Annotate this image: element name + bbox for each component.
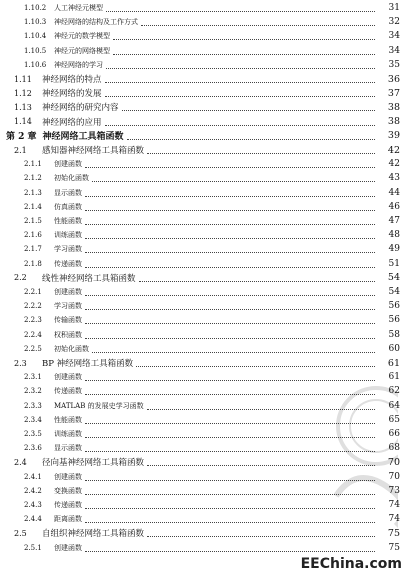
toc-entry-title: 神经元的数学模型 [54, 32, 110, 41]
dot-leader [92, 351, 375, 353]
dot-leader [85, 251, 375, 253]
toc-entry-number: 2.3.4 [24, 415, 42, 424]
toc-entry-page: 54 [387, 272, 400, 284]
crest-watermark-image [316, 386, 398, 536]
toc-entry [0, 299, 404, 313]
toc-entry [0, 257, 404, 271]
toc-entry-title: 创建函数 [54, 543, 82, 552]
dot-leader [106, 10, 375, 12]
dot-leader [105, 124, 375, 126]
dot-leader [85, 308, 375, 310]
dot-leader [85, 550, 375, 552]
dot-leader [122, 109, 375, 111]
toc-entry-title: 初始化函数 [54, 344, 89, 353]
toc-entry-page: 48 [388, 230, 400, 241]
dot-leader [85, 195, 375, 197]
toc-entry-number: 1.14 [14, 117, 32, 127]
dot-leader [85, 166, 375, 168]
toc-entry [0, 115, 404, 129]
toc-entry-number: 1.10.3 [24, 18, 47, 27]
toc-entry [0, 541, 404, 555]
toc-entry-number: 2.5.1 [24, 543, 42, 552]
dot-leader [105, 81, 375, 83]
toc-entry-title: 传递函数 [54, 387, 82, 396]
dot-leader [85, 337, 375, 339]
toc-entry-page: 75 [388, 542, 400, 553]
toc-entry-title: BP 神经网络工具箱函数 [42, 359, 134, 369]
toc-entry-number: 1.10.2 [24, 4, 47, 12]
toc-entry-title: 仿真函数 [54, 202, 82, 211]
toc-entry-number: 2.1 [14, 145, 27, 155]
toc-entry-page: 66 [388, 429, 400, 439]
toc-entry-title: 训练函数 [54, 231, 82, 240]
toc-entry-title: 训练函数 [54, 430, 82, 438]
dot-leader [85, 294, 375, 296]
toc-entry [0, 171, 404, 185]
toc-entry-page: 37 [387, 87, 400, 99]
toc-entry-page: 42 [388, 159, 400, 170]
toc-entry [0, 58, 404, 72]
toc-entry-title: 创建函数 [54, 373, 82, 382]
site-watermark: EEChina.com [300, 556, 402, 572]
toc-entry [0, 242, 404, 256]
toc-entry [0, 157, 404, 171]
toc-entry-title: 创建函数 [54, 160, 82, 169]
toc-entry-title: 神经网络的研究内容 [42, 103, 119, 114]
toc-entry [0, 328, 404, 342]
toc-entry [0, 86, 404, 100]
toc-entry [0, 313, 404, 327]
toc-entry-page: 47 [388, 216, 400, 226]
toc-entry-title: 神经网络的发展 [42, 89, 102, 100]
toc-entry-page: 31 [388, 3, 400, 13]
dot-leader [113, 38, 375, 40]
dot-leader [85, 237, 375, 239]
toc-entry-title: 变换函数 [54, 486, 82, 495]
toc-entry [0, 143, 404, 157]
dot-leader [136, 365, 375, 367]
toc-entry-number: 2.1.1 [24, 160, 42, 169]
toc-entry-number: 2.5 [14, 528, 27, 538]
toc-entry-number: 2.1.3 [24, 188, 42, 197]
toc-entry-page: 35 [388, 59, 400, 70]
toc-entry-number: 2.2.5 [24, 344, 42, 353]
toc-entry-number: 2.4.2 [24, 486, 42, 495]
toc-entry [0, 342, 404, 356]
toc-entry-page: 62 [388, 386, 400, 397]
toc-entry-title: 线性神经网络工具箱函数 [42, 273, 136, 284]
toc-entry-title: 神经网络的特点 [42, 75, 102, 85]
toc-entry-title: 权积函数 [54, 330, 82, 339]
toc-entry-title: 神经网络的学习 [54, 60, 103, 69]
toc-entry-title: 初始化函数 [54, 174, 89, 183]
toc-entry-title: 学习函数 [54, 302, 82, 311]
toc-entry-number: 2.2.3 [24, 316, 42, 325]
toc-entry-page: 43 [388, 173, 400, 184]
toc-entry-page: 61 [388, 372, 400, 383]
toc-entry-page: 73 [388, 485, 400, 496]
toc-entry-page: 70 [387, 456, 400, 468]
toc-entry-number: 2.2.1 [24, 288, 42, 296]
toc-entry-number: 第 2 章 [6, 132, 37, 143]
toc-entry-page: 38 [387, 116, 400, 128]
toc-entry-title: 距离函数 [54, 515, 82, 524]
toc-entry [0, 44, 404, 58]
toc-entry-title: 显示函数 [54, 188, 82, 197]
toc-entry [0, 100, 404, 114]
toc-entry-title: 神经元的网络模型 [54, 46, 110, 55]
toc-entry-number: 2.1.6 [24, 231, 42, 240]
toc-entry-page: 46 [388, 201, 400, 212]
toc-entry-title: 创建函数 [54, 472, 82, 481]
toc-entry-number: 2.4.3 [24, 501, 42, 509]
dot-leader [92, 180, 375, 182]
toc-entry-number: 1.13 [14, 102, 32, 112]
toc-entry-number: 2.3.5 [24, 430, 42, 438]
toc-entry-page: 65 [388, 414, 400, 425]
toc-entry-number: 2.4 [14, 457, 27, 467]
toc-entry-title: 显示函数 [54, 444, 82, 453]
toc-entry-number: 2.1.5 [24, 217, 42, 225]
toc-entry-title: 感知器神经网络工具箱函数 [42, 146, 145, 156]
toc-entry-title: 性能函数 [54, 415, 82, 424]
toc-entry-title: 学习函数 [54, 245, 82, 254]
toc-entry-page: 38 [387, 101, 400, 113]
dot-leader [147, 152, 375, 154]
toc-entry-title: 神经网络的应用 [42, 117, 102, 128]
toc-entry-page: 70 [388, 471, 400, 482]
toc-entry [0, 370, 404, 384]
toc-entry-number: 2.2.2 [24, 302, 42, 311]
toc-entry-page: 42 [387, 144, 400, 156]
toc-entry-page: 60 [388, 343, 400, 354]
toc-entry-page: 58 [388, 329, 400, 340]
dot-leader [85, 223, 375, 225]
toc-entry-number: 2.2.4 [24, 330, 42, 339]
toc-entry-title: 人工神经元模型 [54, 4, 103, 12]
toc-entry-number: 2.4.1 [24, 472, 42, 481]
toc-entry-title: 传输函数 [54, 316, 82, 325]
toc-entry-page: 56 [388, 315, 400, 326]
toc-entry-page: 54 [388, 287, 400, 297]
toc-entry [0, 129, 404, 143]
toc-entry-title: 传递函数 [54, 501, 82, 509]
toc-entry-number: 2.4.4 [24, 515, 42, 524]
toc-entry-title: MATLAB 的发展史学习函数 [54, 401, 144, 410]
toc-entry-page: 68 [388, 443, 400, 454]
toc-entry [0, 228, 404, 242]
toc-entry-number: 1.11 [14, 74, 32, 84]
toc-entry [0, 200, 404, 214]
toc-entry [0, 1, 404, 15]
toc-entry-number: 2.3.1 [24, 373, 42, 382]
toc-entry-number: 1.10.4 [24, 32, 47, 41]
dot-leader [85, 322, 375, 324]
toc-entry-number: 2.1.7 [24, 245, 42, 254]
toc-entry [0, 15, 404, 29]
toc-entry [0, 29, 404, 43]
toc-entry [0, 271, 404, 285]
toc-entry-title: 神经网络的结构及工作方式 [54, 18, 138, 27]
toc-entry-title: 神经网络工具箱函数 [42, 132, 124, 143]
toc-entry-title: 性能函数 [54, 217, 82, 225]
toc-entry-number: 2.3.2 [24, 387, 42, 396]
toc-entry-title: 创建函数 [54, 288, 82, 296]
toc-entry-page: 74 [388, 500, 400, 510]
dot-leader [127, 138, 375, 140]
toc-entry-number: 1.12 [14, 88, 32, 98]
toc-entry-page: 75 [387, 527, 400, 539]
toc-entry [0, 72, 404, 86]
toc-entry-page: 74 [388, 514, 400, 525]
dot-leader [141, 24, 375, 26]
dot-leader [85, 266, 375, 268]
toc-entry-number: 1.10.5 [24, 46, 47, 55]
toc-entry-page: 34 [388, 31, 400, 42]
toc-entry-page: 56 [388, 301, 400, 312]
toc-entry-number: 2.3.6 [24, 444, 42, 453]
toc-entry-title: 自组织神经网络工具箱函数 [42, 529, 145, 540]
dot-leader [85, 379, 375, 381]
dot-leader [106, 67, 375, 69]
toc-entry [0, 214, 404, 228]
toc-entry-page: 34 [388, 45, 400, 56]
toc-entry-number: 2.2 [14, 273, 27, 283]
toc-entry-number: 2.3 [14, 358, 27, 368]
toc-entry-title: 径向基神经网络工具箱函数 [42, 458, 145, 469]
toc-entry-page: 39 [387, 130, 400, 142]
toc-entry-page: 61 [387, 357, 400, 369]
toc-entry-page: 36 [387, 73, 400, 85]
toc-entry-number: 2.1.8 [24, 259, 42, 268]
toc-entry [0, 356, 404, 370]
toc-entry-number: 1.10.6 [24, 60, 47, 69]
toc-entry-number: 2.3.3 [24, 401, 42, 410]
dot-leader [85, 209, 375, 211]
dot-leader [139, 280, 375, 282]
toc-entry-number: 2.1.2 [24, 174, 42, 183]
toc-entry-page: 64 [388, 400, 400, 411]
toc-entry-page: 32 [388, 17, 400, 28]
dot-leader [105, 95, 375, 97]
toc-entry [0, 285, 404, 299]
toc-entry-page: 51 [388, 258, 400, 269]
dot-leader [113, 53, 375, 55]
toc-entry-page: 44 [388, 187, 400, 198]
toc-entry-page: 49 [388, 244, 400, 255]
toc-entry-title: 传递函数 [54, 259, 82, 268]
toc-entry [0, 186, 404, 200]
toc-entry-number: 2.1.4 [24, 202, 42, 211]
